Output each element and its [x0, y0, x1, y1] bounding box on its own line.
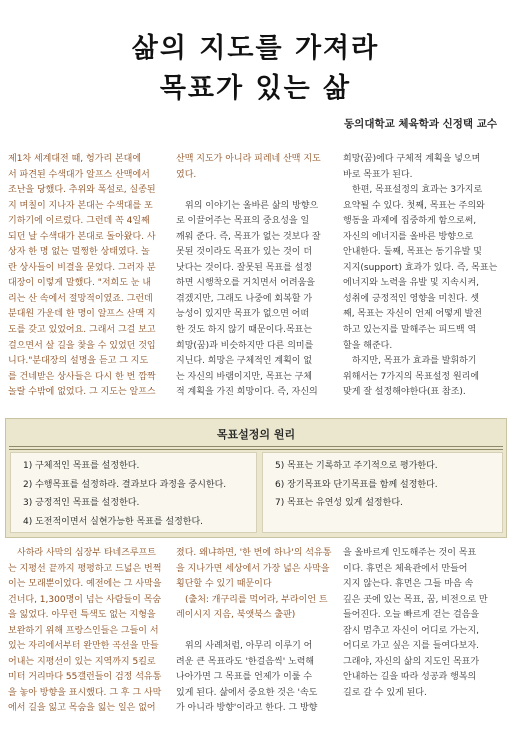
upper-column-1 — [8, 152, 168, 401]
text-line: 보완하기 위해 프랑스인들은 그들이 서 — [8, 625, 159, 636]
text-line: 길로 갈 수 있게 된다. — [343, 687, 427, 698]
text-line: 이다. 휴먼은 체육관에서 만들어 — [343, 563, 468, 574]
text-line: 가 아니라 방향'이라고 한다. 그 방향 — [176, 703, 318, 714]
text-line: 에너지와 노력을 유발 및 지속시켜, — [343, 278, 480, 289]
text-line: 성취에 긍정적인 영향을 미친다. 셋 — [343, 293, 480, 304]
text-line: 조난을 당했다. 추위와 폭설로, 실종된 — [8, 185, 156, 196]
text-line: 겪겠지만, 그래도 나중에 회복할 가 — [176, 293, 313, 304]
text-line: 을 놓아 방향을 표시했다. 그 후 그 사막 — [8, 687, 162, 698]
principles-right-list — [262, 452, 503, 533]
text-line: 들어진다. 오늘 빠르게 걷는 걸음을 — [343, 610, 480, 621]
text-line: 을 잃었다. 아무런 특색도 없는 지형을 — [8, 610, 156, 621]
text-line: 자신의 에너지를 올바른 방향으로 — [343, 231, 474, 242]
text-line: 니다."분대장의 설명을 듣고 그 지도 — [8, 356, 149, 367]
lower-column-3 — [343, 546, 507, 701]
upper-column-3 — [343, 152, 507, 401]
text-line: 건너다, 1,300명이 넘는 사람들이 목숨 — [8, 594, 162, 605]
text-line: 리는 산 속에서 절망적이였죠. 그런데 — [8, 293, 153, 304]
text-line: 을 지나가면 세상에서 가장 넓은 사막을 — [176, 563, 330, 574]
text-line: 란 상사들이 비결을 묻었다. 그러자 분 — [8, 262, 156, 273]
text-line: 할을 해준다. — [343, 340, 393, 351]
text-line — [176, 183, 338, 199]
text-line: 있게 된다. 삶에서 중요한 것은 '속도 — [176, 687, 318, 698]
lower-column-1 — [8, 546, 170, 717]
text-line: 위의 이야기는 올바른 삶의 방향으 — [185, 200, 319, 211]
text-line: 깨워 준다. 즉, 목표가 없는 것보다 잘 — [176, 231, 321, 242]
text-line: 도를 갖고 있었어요. 그래서 그걸 보고 — [8, 325, 156, 336]
principle-item: 1) 구체적인 목표를 설정한다. — [23, 461, 140, 471]
text-line: 하면 시행착오를 거치면서 어려움을 — [176, 278, 315, 289]
upper-column-2 — [176, 152, 338, 401]
page-title-line1: 삶의 지도를 가져라 — [131, 33, 380, 64]
principle-item: 7) 목표는 유연성 있게 설정한다. — [275, 498, 403, 508]
text-line: 안내하는 길을 따라 성공과 행복의 — [343, 672, 477, 683]
text-line: 분대원 가운데 한 명이 알프스 산맥 지 — [8, 309, 156, 320]
text-line: 에서 길을 잃고 목숨을 잃는 일은 없어 — [8, 703, 156, 714]
text-line: 기하기에 이르렀다. 그런데 꼭 4일째 — [8, 216, 150, 227]
text-line: 맞게 잘 설정해야한다(표 참조). — [343, 387, 466, 398]
text-line: 요약될 수 있다. 첫째, 목표는 주의와 — [343, 200, 485, 211]
text-line: 지지 않는다. 휴먼은 그들 마음 속 — [343, 579, 474, 590]
text-line: 지닌다. 희망은 구체적인 계획이 없 — [176, 356, 313, 367]
text-line: 깊은 곳에 있는 목표, 꿈, 비전으로 만 — [343, 594, 488, 605]
text-line: 잠시 멈추고 자신이 어디로 가는지, — [343, 625, 480, 636]
text-line: 지지(support) 효과가 있다. 즉, 목표는 — [343, 262, 498, 273]
text-line: 상자 한 명 없는 멀쩡한 상태였다. 놀 — [8, 247, 150, 258]
text-line: (출처: 개구리를 먹어라, 부라이언 트 — [185, 594, 328, 605]
text-line: 행동을 과제에 집중하게 함으로써, — [343, 216, 477, 227]
text-line: 졌다. 왜냐하면, '한 번에 하나'의 석유통 — [176, 548, 332, 558]
text-line: 한편, 목표설정의 효과는 3가지로 — [352, 185, 483, 196]
principle-item: 3) 긍정적인 목표를 설정한다. — [23, 498, 140, 508]
text-line: 희망(꿈)과 비슷하지만 다른 의미를 — [176, 340, 314, 351]
text-line — [176, 624, 338, 640]
text-line: 희망(꿈)에다 구체적 계획을 넣으며 — [343, 154, 481, 164]
principles-left-list — [10, 452, 257, 533]
text-line: 미터 거리마다 55갤런들이 검정 석유통 — [8, 672, 162, 683]
page-title-line2: 목표가 있는 삶 — [159, 73, 352, 104]
divider — [9, 449, 503, 450]
principle-item: 5) 목표는 기록하고 주기적으로 평가한다. — [275, 461, 438, 471]
text-line: 나아가면 그 목표를 언제가 이룰 수 — [176, 672, 313, 683]
text-line: 위해서는 7가지의 목표설정 원리에 — [343, 371, 480, 382]
text-line: 서 파견된 수색대가 알프스 산맥에서 — [8, 169, 150, 180]
text-line: 려운 큰 목표라도 '한걸음씩' 노력해 — [176, 656, 315, 667]
principles-title: 목표설정의 원리 — [216, 428, 296, 441]
principle-item: 4) 도전적이면서 실현가능한 목표를 설정한다. — [23, 516, 204, 527]
text-line: 걸으면서 살 길을 찾을 수 있었던 것입 — [8, 340, 156, 351]
text-line: 낫다는 것이다. 잘못된 목표를 설정 — [176, 262, 313, 273]
text-line: 하지만, 목표가 효과를 발휘하기 — [352, 356, 477, 367]
text-line: 로 이끌어주는 목표의 중요성을 일 — [176, 216, 310, 227]
text-line: 위의 사례처럼, 아무리 이루기 어 — [185, 641, 313, 652]
text-line: 사하라 사막의 심장부 타네즈루프트 — [17, 548, 156, 558]
text-line: 는 자신의 바램이지만, 목표는 구체 — [176, 371, 313, 382]
author-byline: 동의대학교 체육학과 신정택 교수 — [344, 118, 497, 130]
text-line: 놀랄 수밖에 없었다. 그 지도는 알프스 — [8, 387, 156, 398]
lower-column-2 — [176, 546, 338, 717]
principle-item: 6) 장기목표와 단기목표를 함께 설정한다. — [275, 479, 438, 490]
text-line: 되던 날 수색대가 본대로 돌아왔다. 사 — [8, 231, 156, 242]
text-line: 바로 목표가 된다. — [343, 169, 413, 180]
text-line: 는 지평선 끝까지 평평하고 드넓은 번쩍 — [8, 563, 162, 574]
text-line: 능성이 있지만 목표가 없으면 어떠 — [176, 309, 310, 320]
text-line: 를 건네받은 상사들은 다시 한 번 깜짝 — [8, 371, 156, 382]
goal-principles-box — [5, 418, 507, 538]
text-line: 안내한다. 둘째, 목표는 동기유발 및 — [343, 247, 482, 258]
text-line: 적 계획을 가진 희망이다. 즉, 자신의 — [176, 387, 318, 398]
text-line: 째, 목표는 자신이 언제 어떻게 발전 — [343, 309, 482, 320]
text-line: 어내는 지평선이 있는 지역까지 5킬로 — [8, 656, 156, 667]
text-line: 하고 있는지를 말해주는 피드백 역 — [343, 325, 477, 336]
text-line: 횡단할 수 있기 때문이다 — [176, 579, 272, 590]
text-line: 그래야, 자신의 삶의 지도인 목표가 — [343, 656, 480, 667]
text-line: 지 며칠이 지나자 본대는 수색대를 포 — [8, 200, 153, 211]
text-line: 였다. — [176, 169, 197, 180]
principle-item: 2) 수행목표를 설정하라. 결과보다 과정을 중시한다. — [23, 479, 227, 490]
text-line: 못된 것이라도 목표가 있는 것이 더 — [176, 247, 313, 258]
text-line: 을 올바르게 인도해주는 것이 목표 — [343, 548, 477, 558]
text-line: 한 것도 하지 않기 때문이다.목표는 — [176, 325, 313, 336]
text-line: 제1차 세계대전 때, 헝가리 본대에 — [8, 154, 142, 164]
text-line: 있는 자리에서부터 완만한 곡선을 만들 — [8, 641, 159, 652]
text-line: 레이시지 지음, 북앳북스 출판) — [176, 610, 296, 621]
divider — [9, 446, 503, 447]
text-line: 대장이 이렇게 말했다. "저희도 눈 내 — [8, 278, 152, 289]
text-line: 산맥 지도가 아니라 피레네 산맥 지도 — [176, 154, 321, 164]
text-line: 이는 모래뿐이었다. 예전에는 그 사막을 — [8, 579, 162, 590]
text-line: 어디로 가고 싶은 지를 들여다보자. — [343, 641, 480, 652]
